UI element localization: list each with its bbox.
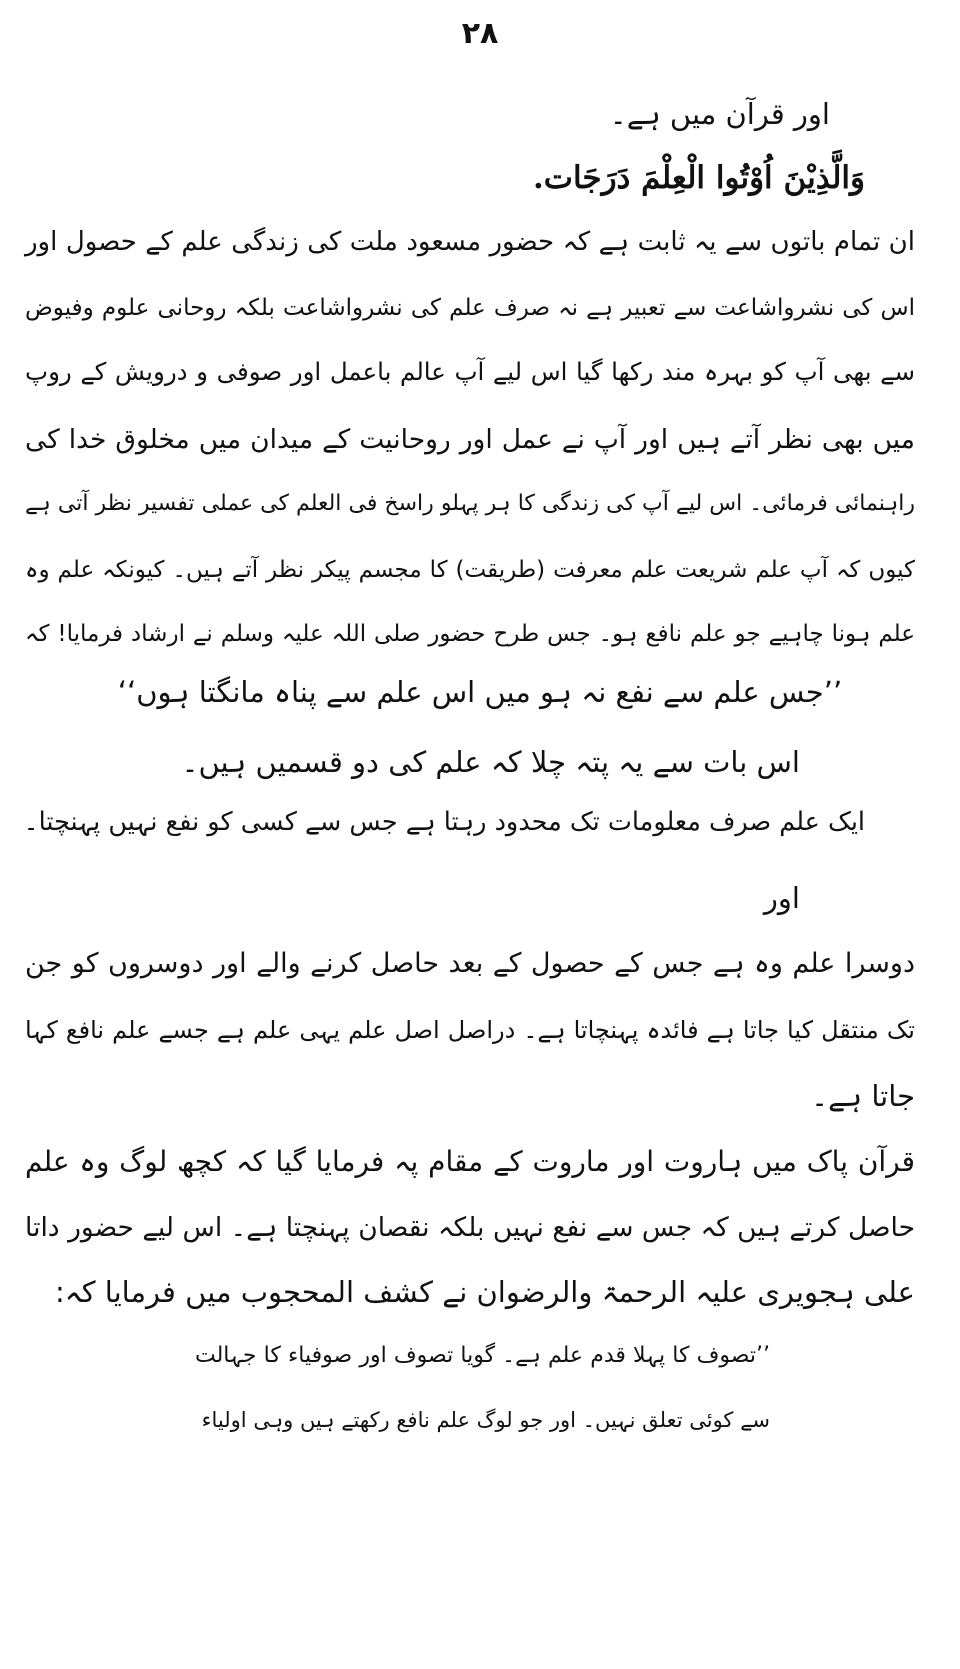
text-line: جاتا ہے۔ [811, 1079, 915, 1113]
text-line: راہنمائی فرمائی۔ اس لیے آپ کی زندگی کا ہر پہلو راسخ فی العلم کی عملی تفسیر نظر آتی ہے [25, 491, 915, 516]
text-line: حاصل کرتے ہیں کہ جس سے نفع نہیں بلکہ نقصان پہنچتا ہے۔ اس لیے حضور داتا [25, 1212, 915, 1243]
text-line: ان تمام باتوں سے یہ ثابت ہے کہ حضور مسعود ملت کی زندگی علم کے حصول اور [25, 227, 915, 257]
text-line: اس بات سے یہ پتہ چلا کہ علم کی دو قسمیں ہیں۔ [181, 745, 800, 779]
text-line: سے بھی آپ کو بہرہ مند رکھا گیا اس لیے آپ عالم باعمل اور صوفی و درویش کے روپ [25, 357, 915, 386]
text-line: دوسرا علم وہ ہے جس کے حصول کے بعد حاصل کرنے والے اور دوسروں کو جن [25, 948, 915, 979]
text-line: ایک علم صرف معلومات تک محدود رہتا ہے جس سے کسی کو نفع نہیں پہنچتا۔ [23, 807, 865, 837]
text-line: اور قرآن میں ہے۔ [609, 97, 830, 131]
text-line: اس کی نشرواشاعت سے تعبیر ہے نہ صرف علم کی نشرواشاعت بلکہ روحانی علوم وفیوض [25, 295, 915, 321]
text-line: علم ہونا چاہیے جو علم نافع ہو۔ جس طرح حضور صلی اللہ علیہ وسلم نے ارشاد فرمایا! کہ [25, 621, 915, 647]
page-number: ۲۸ [461, 16, 499, 51]
quote-line: ’’تصوف کا پہلا قدم علم ہے۔ گویا تصوف اور صوفیاء کا جہالت [195, 1343, 770, 1368]
text-line: علی ہجویری علیہ الرحمۃ والرضوان نے کشف المحجوب میں فرمایا کہ: [54, 1275, 915, 1309]
quote-line: سے کوئی تعلق نہیں۔ اور جو لوگ علم نافع رکھتے ہیں وہی اولیاء [201, 1408, 770, 1432]
text-line: کیوں کہ آپ علم شریعت علم معرفت (طریقت) کا مجسم پیکر نظر آتے ہیں۔ کیونکہ علم وہ [25, 557, 915, 583]
quran-verse: وَالَّذِیْنَ اُوْتُوا الْعِلْمَ دَرَجَات. [532, 160, 865, 196]
text-line: میں بھی نظر آتے ہیں اور آپ نے عمل اور روحانیت کے میدان میں مخلوق خدا کی [25, 424, 915, 455]
text-line: تک منتقل کیا جاتا ہے فائدہ پہنچاتا ہے۔ دراصل اصل علم یہی علم ہے جسے علم نافع کہا [25, 1016, 915, 1044]
text-line: اور [763, 881, 800, 915]
hadith-quote: ’’جس علم سے نفع نہ ہو میں اس علم سے پناہ مانگتا ہوں‘‘ [117, 675, 843, 709]
text-line: قرآن پاک میں ہاروت اور ماروت کے مقام پہ فرمایا گیا کہ کچھ لوگ وہ علم [25, 1145, 915, 1178]
